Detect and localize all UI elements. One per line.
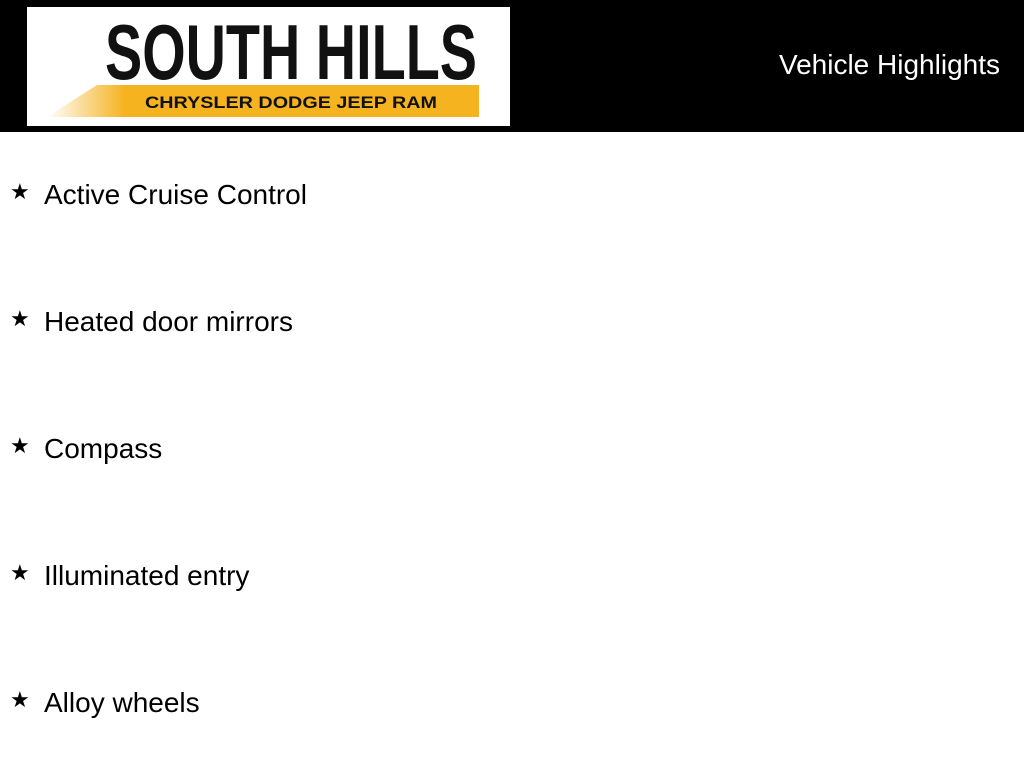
item-label: Active Cruise Control [44,179,307,210]
page-title: Vehicle Highlights [778,49,1000,80]
list-item [10,306,293,346]
star-icon: ★ [10,306,30,331]
svg-text:CHRYSLER DODGE JEEP RAM: CHRYSLER DODGE JEEP RAM [145,93,437,112]
item-label: Alloy wheels [44,687,200,718]
star-icon: ★ [10,687,30,712]
item-label: Compass [44,433,163,464]
list-item [10,560,249,600]
star-icon: ★ [10,560,30,585]
highlights-list [0,132,1024,768]
list-item [10,687,200,727]
svg-text:SOUTH HILLS: SOUTH HILLS [105,8,477,96]
star-icon: ★ [10,179,30,204]
item-label: Heated door mirrors [44,306,293,337]
list-item [10,179,307,219]
header-bar [0,0,1024,132]
dealer-logo [27,7,510,126]
list-item [10,433,162,473]
item-label: Illuminated entry [44,560,250,591]
star-icon: ★ [10,433,30,458]
